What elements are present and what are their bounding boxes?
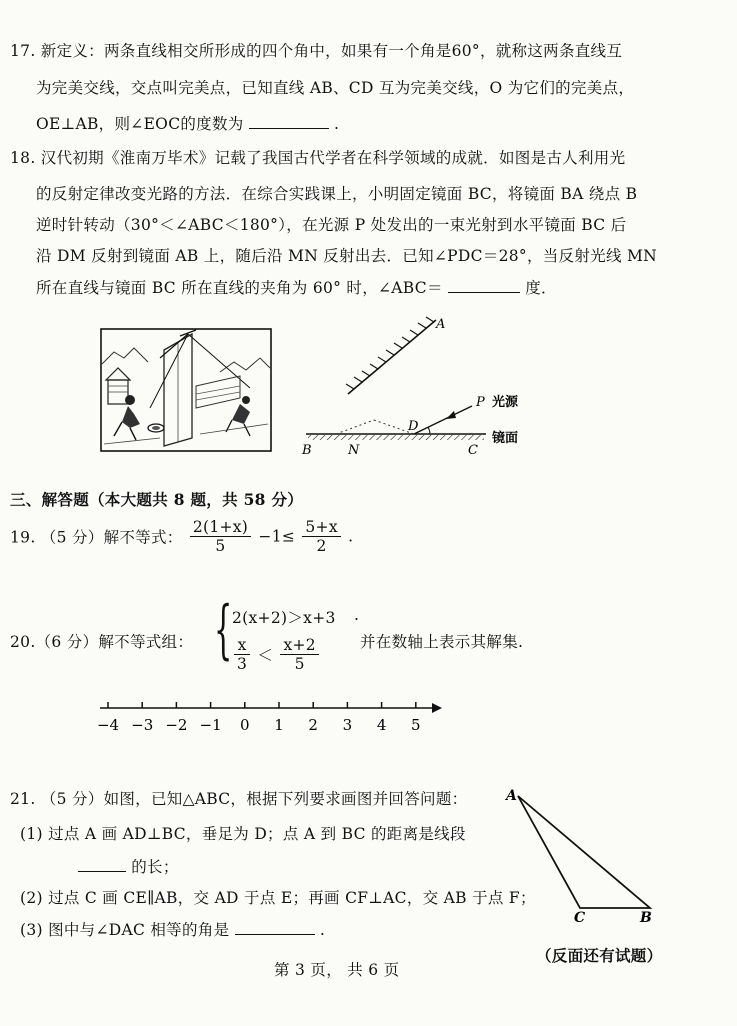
number-line-label: −4 <box>96 716 120 734</box>
q20-frac-right-den: 5 <box>294 655 305 673</box>
label-tri-a: A <box>506 788 517 804</box>
number-line-label: 4 <box>376 716 387 734</box>
q21-line-4: (2) 过点 C 画 CE∥AB，交 AD 于点 E；再画 CF⊥AC，交 AB 于点 F； <box>20 889 536 907</box>
q20-frac-left-den: 3 <box>237 655 248 673</box>
q21-line-3 <box>78 855 179 877</box>
mirror-reflection-figure <box>296 308 536 458</box>
q20-frac-right-num: x+2 <box>280 636 319 655</box>
q21-line-5-end: . <box>319 921 326 939</box>
q20-dot: . <box>354 606 360 624</box>
number-line-label: −3 <box>131 716 154 734</box>
triangle-abc <box>518 796 650 908</box>
q19-middle: −1≤ <box>258 527 296 546</box>
label-tri-b: B <box>640 910 652 922</box>
number-line-label: 2 <box>308 716 318 734</box>
q17-line-3-text: OE⊥AB，则∠EOC的度数为 <box>36 115 244 133</box>
q18-line-1: 18. 汉代初期《淮南万毕术》记载了我国古代学者在科学领域的成就．如图是古人利用光 <box>10 149 626 167</box>
back-side-note: （反面还有试题） <box>536 946 663 965</box>
q21-line-5-text: (3) 图中与∠DAC 相等的角是 <box>20 921 230 939</box>
page-number: 第 3 页， 共 6 页 <box>274 961 400 979</box>
q19-frac1-numerator: 2(1+x) <box>190 518 251 537</box>
q20-frac-left <box>234 636 250 673</box>
q18-line-5 <box>36 276 557 298</box>
triangle-abc-figure <box>500 786 670 922</box>
q18-line-3: 逆时针转动（30°＜∠ABC＜180°），在光源 P 处发出的一束光射到水平镜面 BC 后 <box>36 216 627 234</box>
q19-frac1-denominator: 5 <box>215 537 226 555</box>
q20-inequality-2 <box>232 636 321 673</box>
q21-segment-blank[interactable] <box>78 871 126 872</box>
number-line-label: 1 <box>274 716 284 734</box>
label-p: P <box>476 395 485 410</box>
label-light-source: 光源 <box>492 395 519 410</box>
q17-answer-blank[interactable] <box>249 128 329 129</box>
q20-suffix: 并在数轴上表示其解集. <box>360 633 524 651</box>
label-d: D <box>408 419 419 434</box>
q17-line-1: 17. 新定义：两条直线相交所形成的四个角中，如果有一个角是60°，就称这两条直线互 <box>10 42 623 60</box>
q20-frac-right <box>280 636 319 673</box>
q17-line-3-end: . <box>334 115 340 133</box>
q21-line-2: (1) 过点 A 画 AD⊥BC，垂足为 D；点 A 到 BC 的距离是线段 <box>20 825 466 843</box>
ancient-mirror-illustration <box>100 328 272 452</box>
number-line-label: −1 <box>199 716 222 734</box>
number-line-arrow <box>432 703 442 713</box>
q21-line-1: 21. （5 分）如图，已知△ABC，根据下列要求画图并回答问题： <box>10 790 468 808</box>
question-19 <box>10 518 353 555</box>
q19-frac2-numerator: 5+x <box>302 518 341 537</box>
q20-brace: { <box>214 593 233 667</box>
q17-line-3 <box>36 112 339 134</box>
number-line-label: 3 <box>342 716 353 734</box>
mirror-ba-line <box>348 320 436 394</box>
q21-line-5 <box>20 918 325 940</box>
q19-fraction-left <box>190 518 251 555</box>
number-line-label: 0 <box>240 716 250 734</box>
label-c: C <box>468 443 478 458</box>
q19-frac2-denominator: 2 <box>316 537 327 555</box>
q20-frac-left-num: x <box>234 636 250 655</box>
label-tri-c: C <box>574 910 586 922</box>
number-line-label: −2 <box>165 716 188 734</box>
label-mirror: 镜面 <box>492 431 519 446</box>
label-a: A <box>436 317 446 332</box>
q19-fraction-right <box>302 518 341 555</box>
q21-line-3-text: 的长； <box>131 858 179 876</box>
section-3-heading: 三、解答题（本大题共 8 题，共 58 分） <box>10 490 304 509</box>
q19-prefix: 19. （5 分）解不等式： <box>10 528 183 547</box>
q20-inequality-1: 2(x+2)＞x+3 <box>232 609 336 627</box>
q18-answer-blank[interactable] <box>448 292 520 293</box>
number-line[interactable] <box>96 696 446 744</box>
label-n: N <box>348 443 360 458</box>
q21-angle-blank[interactable] <box>235 934 315 935</box>
q18-line-2: 的反射定律改变光路的方法．在综合实践课上，小明固定镜面 BC，将镜面 BA 绕点 B <box>36 185 638 203</box>
q18-line-5-text: 所在直线与镜面 BC 所在直线的夹角为 60° 时，∠ABC＝ <box>36 279 443 297</box>
q20-prefix: 20.（6 分）解不等式组： <box>10 633 194 651</box>
q18-line-4: 沿 DM 反射到镜面 AB 上，随后沿 MN 反射出去．已知∠PDC＝28°，当反射光线 MN <box>36 247 658 265</box>
number-line-label: 5 <box>411 716 421 734</box>
q18-line-5-end: 度． <box>525 279 557 297</box>
label-b: B <box>302 443 312 458</box>
q19-end: . <box>348 527 354 546</box>
q17-line-2: 为完美交线，交点叫完美点，已知直线 AB、CD 互为完美交线，O 为它们的完美点， <box>36 79 635 97</box>
q20-less-than: ＜ <box>257 646 274 665</box>
